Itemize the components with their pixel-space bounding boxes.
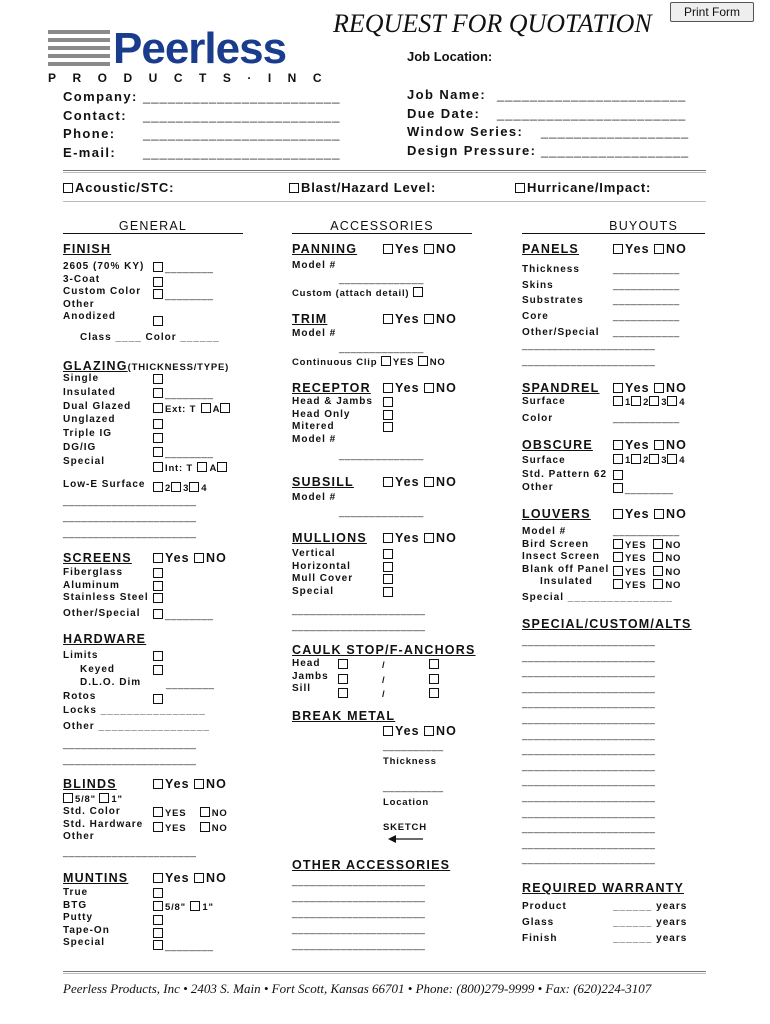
special-alts-heading: SPECIAL/CUSTOM/ALTS [522,617,692,631]
panning-model: Model # [292,260,337,271]
header-divider [63,170,706,171]
sketch-label: SKETCH [383,822,427,833]
form-title: REQUEST FOR QUOTATION [333,9,652,38]
phone-field[interactable]: ________________________ [143,126,341,141]
checkbox-icon[interactable] [383,562,393,572]
checkbox-icon[interactable] [153,694,163,704]
checkbox-icon[interactable] [153,665,163,675]
caulk-heading: CAULK STOP/F-ANCHORS [292,643,476,657]
checkbox-icon[interactable] [383,410,393,420]
checkbox-icon[interactable] [153,388,163,398]
arrow-left-icon [388,833,424,845]
checkbox-icon [289,183,299,193]
checkbox-icon[interactable] [153,928,163,938]
checkbox-icon[interactable] [153,568,163,578]
blinds-yes-no[interactable]: Yes NO [153,777,227,791]
checkbox-icon[interactable] [383,587,393,597]
checkbox-icon[interactable] [649,454,659,464]
spandrel-color-line[interactable]: ___________ [613,413,680,424]
checkbox-icon[interactable] [189,482,199,492]
checkbox-icon[interactable] [338,688,348,698]
other-accessories-lines[interactable]: ______________________ ______________________ ______________________ ______________________ ______________________ [292,876,426,951]
blast-check[interactable]: Blast/Hazard Level: [289,180,436,195]
finish-heading: FINISH [63,242,112,256]
thickness-label: Thickness [383,756,437,767]
checkbox-icon[interactable] [153,289,163,299]
checkbox-icon[interactable] [631,454,641,464]
email-field[interactable]: ________________________ [143,144,341,160]
checkbox-icon[interactable] [613,566,623,576]
screens-heading: SCREENS [63,551,132,565]
hardware-heading: HARDWARE [63,632,147,646]
checkbox-icon [424,314,434,324]
design-pressure-field[interactable]: __________________ [541,142,690,158]
checkbox-icon[interactable] [383,549,393,559]
checkbox-icon [515,183,525,193]
checkbox-icon[interactable] [153,419,163,429]
checkbox-icon[interactable] [153,915,163,925]
checkbox-icon [613,440,623,450]
checkbox-icon[interactable] [429,659,439,669]
glazing-blank-lines[interactable]: ______________________ ______________________ ______________________ [63,496,197,539]
checkbox-icon[interactable] [200,807,210,817]
checkbox-icon [613,383,623,393]
panels-yes-no[interactable]: Yes NO [613,242,687,256]
spandrel-yes-no[interactable]: Yes NO [613,381,687,395]
checkbox-icon[interactable] [153,277,163,287]
location-label: Location [383,797,429,808]
checkbox-icon[interactable] [171,482,181,492]
spandrel-color: Color [522,413,554,424]
checkbox-icon[interactable] [338,674,348,684]
checkbox-icon [613,244,623,254]
trim-heading: TRIM [292,312,328,326]
warranty-years[interactable]: ______ years ______ years ______ years [613,901,688,944]
checkbox-icon[interactable] [153,374,163,384]
checkbox-icon [63,793,73,803]
receptor-model-line[interactable]: ______________ [339,450,424,461]
due-date-label: Due Date: [407,105,481,121]
hurricane-check[interactable]: Hurricane/Impact: [515,180,651,195]
trim-model: Model # [292,328,337,339]
receptor-checkboxes [383,396,395,434]
logo-subtitle: PRODUCTS·INC [48,71,338,85]
checkbox-icon[interactable] [429,674,439,684]
logo-bars [48,30,110,70]
subsill-model-line[interactable]: ______________ [339,507,424,518]
checkbox-icon[interactable] [153,403,163,413]
panning-heading: PANNING [292,242,358,256]
hardware-checkboxes: ________ [153,649,215,705]
checkbox-icon [99,793,109,803]
thickness-line[interactable]: __________ [383,741,444,752]
finish-item: 2605 (70% KY) [63,261,145,272]
checkbox-icon [381,356,391,366]
panels-lines[interactable]: ___________ ___________ ___________ ___________ ___________ [613,264,680,338]
checkbox-icon[interactable] [653,552,663,562]
screens-list: Fiberglass Aluminum Stainless Steel Other/Special [63,567,149,619]
blinds-checkboxes: YES NO YES NO [153,806,228,835]
obscure-list: Surface Std. Pattern 62 Other [522,455,608,493]
checkbox-icon [424,726,434,736]
checkbox-icon [654,244,664,254]
muntins-yes-no[interactable]: Yes NO [153,871,227,885]
spandrel-surface-checks[interactable]: 1 2 3 4 [613,396,685,408]
checkbox-icon[interactable] [153,581,163,591]
mullions-yes-no[interactable]: Yes NO [383,531,457,545]
checkbox-icon[interactable] [200,822,210,832]
panels-heading: PANELS [522,242,579,256]
receptor-list: Head & Jambs Head Only Mitered Model # [292,396,373,445]
checkbox-icon[interactable] [153,901,163,911]
checkbox-icon [424,477,434,487]
warranty-list: Product Glass Finish [522,901,567,944]
trim-yes-no[interactable]: Yes NO [383,312,457,326]
checkbox-icon [383,477,393,487]
checkbox-icon[interactable] [217,462,227,472]
checkbox-icon[interactable] [153,822,163,832]
low-e-label: Low-E Surface [63,479,146,490]
checkbox-icon [613,509,623,519]
mullions-heading: MULLIONS [292,531,367,545]
checkbox-icon[interactable] [220,403,230,413]
checkbox-icon [194,553,204,563]
checkbox-icon[interactable] [153,593,163,603]
checkbox-icon [413,287,423,297]
checkbox-icon[interactable] [383,397,393,407]
checkbox-icon[interactable] [190,901,200,911]
louvers-checkboxes: ___________ YES NO YES NO YES NO YES NO [613,526,682,591]
checkbox-icon [424,244,434,254]
checkbox-icon[interactable] [653,579,663,589]
checkbox-icon[interactable] [613,539,623,549]
checkbox-icon[interactable] [667,454,677,464]
glazing-heading: GLAZING(THICKNESS/TYPE) [63,359,230,373]
checkbox-icon[interactable] [613,454,623,464]
checkbox-icon[interactable] [153,433,163,443]
checkbox-icon[interactable] [338,659,348,669]
checkbox-icon[interactable] [197,462,207,472]
checkbox-icon[interactable] [153,888,163,898]
louvers-yes-no[interactable]: Yes NO [613,507,687,521]
blinds-size[interactable]: 5/8" 1" [63,793,123,805]
footer-divider [63,971,706,972]
checkbox-icon[interactable] [653,566,663,576]
checkbox-icon[interactable] [383,422,393,432]
checkbox-icon[interactable] [153,807,163,817]
finish-class-color[interactable]: Class ____ Color ______ [80,332,220,343]
checkbox-icon[interactable] [153,609,163,619]
email-label: E-mail: [63,144,117,160]
contact-field[interactable]: ________________________ [143,107,341,123]
checkbox-icon[interactable] [153,462,163,472]
checkbox-icon [383,533,393,543]
logo-wordmark: Peerless [113,24,287,73]
job-name-label: Job Name: [407,87,487,102]
checkbox-icon [383,314,393,324]
print-form-button[interactable]: Print Form [670,2,754,22]
finish-list [63,261,144,324]
hardware-other[interactable]: Other _________________ [63,721,210,732]
phone-label: Phone: [63,126,116,141]
checkbox-icon[interactable] [613,552,623,562]
hardware-blank-lines[interactable]: ______________________ ______________________ [63,739,197,766]
checkbox-icon[interactable] [429,688,439,698]
finish-checkboxes: ________ ________ [153,261,214,328]
checkbox-icon [418,356,428,366]
company-label: Company: [63,89,138,104]
checkbox-icon [613,396,623,406]
warranty-heading: REQUIRED WARRANTY [522,881,685,895]
job-name-field[interactable]: _______________________ [497,87,687,102]
column-buyouts-heading: BUYOUTS [522,219,705,234]
checkbox-icon [649,396,659,406]
subsill-heading: SUBSILL [292,475,354,489]
checkbox-icon [194,779,204,789]
subsill-model: Model # [292,492,337,503]
checkbox-icon [424,383,434,393]
checkbox-icon [383,726,393,736]
muntins-checkboxes: 5/8" 1" ________ [153,887,214,954]
trim-clip[interactable]: Continuous Clip YES NO [292,357,446,368]
break-metal-heading: BREAK METAL [292,709,396,723]
checkbox-icon [153,779,163,789]
blinds-list: Std. Color Std. Hardware Other [63,806,144,842]
checkbox-icon[interactable] [653,539,663,549]
due-date-field[interactable]: _______________________ [497,105,687,121]
hardware-locks[interactable]: Locks ________________ [63,705,206,716]
caulk-checkboxes: / / / [338,658,441,702]
spandrel-surface: Surface [522,396,566,407]
checkbox-icon [654,509,664,519]
checkbox-icon[interactable] [153,940,163,950]
muntins-heading: MUNTINS [63,871,129,885]
spandrel-heading: SPANDREL [522,381,600,395]
louvers-heading: LOUVERS [522,507,591,521]
finish-item: Custom Color [63,286,142,297]
job-fields [407,86,689,160]
checkbox-icon[interactable] [383,574,393,584]
checkbox-icon[interactable] [613,579,623,589]
glazing-checkboxes: ________ Ext: T A ________ Int: T A [153,372,232,476]
checkbox-icon [153,873,163,883]
acoustic-check[interactable]: Acoustic/STC: [63,180,174,195]
design-pressure-label: Design Pressure: [407,142,537,158]
obscure-heading: OBSCURE [522,438,593,452]
checkbox-icon [667,396,677,406]
checkbox-icon [383,244,393,254]
job-location-label: Job Location: [407,49,493,64]
muntins-list: True BTG Putty Tape-On Special [63,887,110,948]
checks-divider [63,201,706,202]
hardware-list: Limits Keyed D.L.O. Dim Rotos [63,650,142,702]
louvers-special[interactable]: Special ________________ [522,592,673,603]
finish-item: Other [63,298,95,310]
receptor-heading: RECEPTOR [292,381,371,395]
footer-divider-2 [63,973,706,974]
checkbox-icon[interactable] [613,470,623,480]
checkbox-icon[interactable] [153,447,163,457]
mullions-blank-lines[interactable]: ______________________ ______________________ [292,605,426,632]
panning-custom[interactable]: Custom (attach detail) [292,287,425,299]
column-general-heading: GENERAL [63,219,243,234]
footer-contact: Peerless Products, Inc • 2403 S. Main • Fort Scott, Kansas 66701 • Phone: (800)279-9999 • Fax: (620)224-3107 [63,981,652,996]
checkbox-icon[interactable] [201,403,211,413]
checkbox-icon [153,553,163,563]
special-alts-lines[interactable]: ______________________ ______________________ ______________________ ______________________ ______________________ ______________________ ______________________ ______________________ ______________________ ______________________ ______________________ ______________________ ______________________ ______________________ ______________________ [522,636,656,866]
checkbox-icon[interactable] [153,316,163,326]
checkbox-icon [63,183,73,193]
checkbox-icon [424,533,434,543]
checkbox-icon [654,440,664,450]
trim-model-line[interactable]: ______________ [339,343,424,354]
blinds-heading: BLINDS [63,777,117,791]
caulk-list: Head Jambs Sill [292,658,329,694]
contact-fields [63,88,341,162]
panels-blank-lines[interactable]: ______________________ ______________________ [522,340,656,367]
mullions-checkboxes [383,548,395,598]
subsill-yes-no[interactable]: Yes NO [383,475,457,489]
checkbox-icon[interactable] [153,651,163,661]
receptor-yes-no[interactable]: Yes NO [383,381,457,395]
checkbox-icon [631,396,641,406]
checkbox-icon [383,383,393,393]
obscure-checkboxes: 1 2 3 4 ________ [613,454,685,497]
mullions-list: Vertical Horizontal Mull Cover Special [292,548,354,597]
window-series-label: Window Series: [407,124,524,139]
other-accessories-heading: OTHER ACCESSORIES [292,858,451,872]
finish-item: 3-Coat [63,273,101,285]
obscure-yes-no[interactable]: Yes NO [613,438,687,452]
glazing-list: Single Insulated Dual Glazed Unglazed Triple IG DG/IG Special [63,373,132,467]
finish-item: Anodized [63,311,116,322]
window-series-field[interactable]: __________________ [541,124,690,139]
screens-checkboxes: ________ [153,567,214,622]
location-line[interactable]: __________ [383,782,444,793]
checkbox-icon[interactable] [153,262,163,272]
panels-list: Thickness Skins Substrates Core Other/Special [522,264,600,338]
louvers-list: Model # Bird Screen Insect Screen Blank off Panel Insulated [522,526,610,587]
break-metal-yes-no[interactable]: Yes NO [383,724,457,738]
checkbox-icon[interactable] [153,482,163,492]
column-accessories-heading: ACCESSORIES [292,219,472,234]
header-divider-2 [63,172,706,173]
blinds-blank-line[interactable]: ______________________ [63,847,197,858]
checkbox-icon [194,873,204,883]
checkbox-icon[interactable] [613,483,623,493]
panning-model-line[interactable]: ______________ [339,274,424,285]
checkbox-icon [654,383,664,393]
low-e-checkboxes: 2 3 4 [153,478,207,496]
company-field[interactable]: ________________________ [143,89,341,104]
screens-yes-no[interactable]: Yes NO [153,551,227,565]
panning-yes-no[interactable]: Yes NO [383,242,457,256]
contact-label: Contact: [63,107,127,123]
